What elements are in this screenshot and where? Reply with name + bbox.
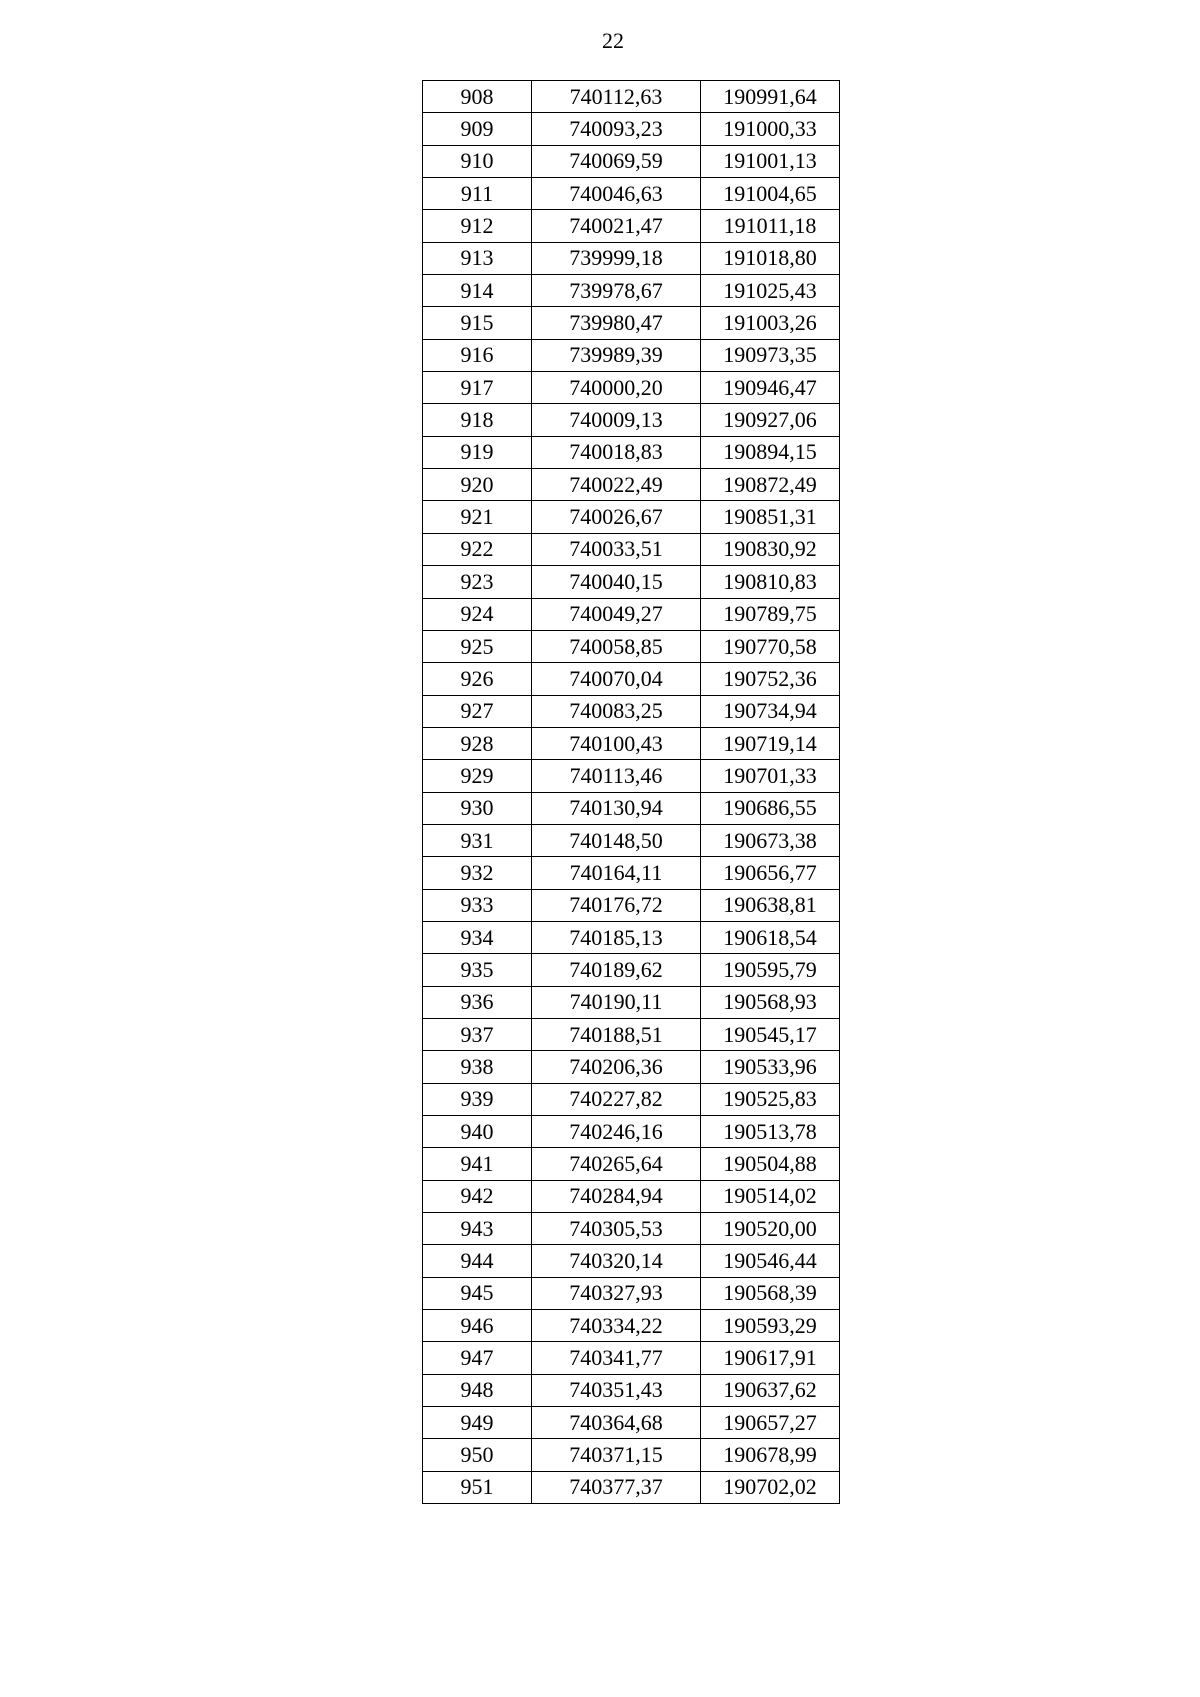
x-coordinate-cell: 740018,83: [532, 436, 701, 468]
table-row: [423, 1116, 840, 1148]
x-coordinate-cell: 740334,22: [532, 1310, 701, 1342]
point-number-cell: 908: [423, 81, 532, 113]
x-coordinate-cell: 740206,36: [532, 1051, 701, 1083]
table-row: [423, 178, 840, 210]
x-coordinate-cell: 740009,13: [532, 404, 701, 436]
x-coordinate-cell: 740371,15: [532, 1439, 701, 1471]
x-coordinate-cell: 740000,20: [532, 372, 701, 404]
table-row: [423, 307, 840, 339]
y-coordinate-cell: 191003,26: [701, 307, 840, 339]
table-row: [423, 1310, 840, 1342]
table-row: [423, 1213, 840, 1245]
table-row: [423, 824, 840, 856]
x-coordinate-cell: 740069,59: [532, 145, 701, 177]
y-coordinate-cell: 190894,15: [701, 436, 840, 468]
table-row: [423, 242, 840, 274]
x-coordinate-cell: 739999,18: [532, 242, 701, 274]
point-number-cell: 943: [423, 1213, 532, 1245]
x-coordinate-cell: 740058,85: [532, 630, 701, 662]
x-coordinate-cell: 740112,63: [532, 81, 701, 113]
x-coordinate-cell: 740033,51: [532, 533, 701, 565]
point-number-cell: 915: [423, 307, 532, 339]
table-row: [423, 1471, 840, 1503]
point-number-cell: 935: [423, 954, 532, 986]
y-coordinate-cell: 190546,44: [701, 1245, 840, 1277]
x-coordinate-cell: 740190,11: [532, 986, 701, 1018]
table-row: [423, 695, 840, 727]
table-row: [423, 792, 840, 824]
point-number-cell: 931: [423, 824, 532, 856]
point-number-cell: 937: [423, 1018, 532, 1050]
table-row: [423, 986, 840, 1018]
x-coordinate-cell: 740093,23: [532, 113, 701, 145]
x-coordinate-cell: 740130,94: [532, 792, 701, 824]
y-coordinate-cell: 190617,91: [701, 1342, 840, 1374]
y-coordinate-cell: 190719,14: [701, 727, 840, 759]
point-number-cell: 912: [423, 210, 532, 242]
point-number-cell: 920: [423, 469, 532, 501]
y-coordinate-cell: 190593,29: [701, 1310, 840, 1342]
x-coordinate-cell: 740049,27: [532, 598, 701, 630]
table-row: [423, 1342, 840, 1374]
y-coordinate-cell: 190533,96: [701, 1051, 840, 1083]
x-coordinate-cell: 740148,50: [532, 824, 701, 856]
x-coordinate-cell: 740022,49: [532, 469, 701, 501]
table-row: [423, 145, 840, 177]
point-number-cell: 929: [423, 760, 532, 792]
table-row: [423, 1407, 840, 1439]
point-number-cell: 942: [423, 1180, 532, 1212]
table-row: [423, 113, 840, 145]
table-row: [423, 598, 840, 630]
point-number-cell: 938: [423, 1051, 532, 1083]
point-number-cell: 933: [423, 889, 532, 921]
x-coordinate-cell: 739978,67: [532, 275, 701, 307]
y-coordinate-cell: 190734,94: [701, 695, 840, 727]
table-row: [423, 1051, 840, 1083]
y-coordinate-cell: 190991,64: [701, 81, 840, 113]
x-coordinate-cell: 740026,67: [532, 501, 701, 533]
y-coordinate-cell: 190789,75: [701, 598, 840, 630]
y-coordinate-cell: 191000,33: [701, 113, 840, 145]
y-coordinate-cell: 190701,33: [701, 760, 840, 792]
point-number-cell: 914: [423, 275, 532, 307]
x-coordinate-cell: 740040,15: [532, 566, 701, 598]
x-coordinate-cell: 740305,53: [532, 1213, 701, 1245]
table-row: [423, 1277, 840, 1309]
x-coordinate-cell: 740351,43: [532, 1374, 701, 1406]
x-coordinate-cell: 740188,51: [532, 1018, 701, 1050]
point-number-cell: 939: [423, 1083, 532, 1115]
table-row: [423, 566, 840, 598]
y-coordinate-cell: 190702,02: [701, 1471, 840, 1503]
point-number-cell: 941: [423, 1148, 532, 1180]
x-coordinate-cell: 740070,04: [532, 663, 701, 695]
x-coordinate-cell: 740246,16: [532, 1116, 701, 1148]
x-coordinate-cell: 740320,14: [532, 1245, 701, 1277]
table-row: [423, 921, 840, 953]
point-number-cell: 951: [423, 1471, 532, 1503]
y-coordinate-cell: 190656,77: [701, 857, 840, 889]
point-number-cell: 949: [423, 1407, 532, 1439]
point-number-cell: 917: [423, 372, 532, 404]
point-number-cell: 916: [423, 339, 532, 371]
table-row: [423, 339, 840, 371]
y-coordinate-cell: 191011,18: [701, 210, 840, 242]
table-row: [423, 630, 840, 662]
x-coordinate-cell: 740189,62: [532, 954, 701, 986]
point-number-cell: 911: [423, 178, 532, 210]
point-number-cell: 919: [423, 436, 532, 468]
table-row: [423, 275, 840, 307]
point-number-cell: 934: [423, 921, 532, 953]
x-coordinate-cell: 739989,39: [532, 339, 701, 371]
table-row: [423, 1374, 840, 1406]
x-coordinate-cell: 740341,77: [532, 1342, 701, 1374]
point-number-cell: 913: [423, 242, 532, 274]
point-number-cell: 946: [423, 1310, 532, 1342]
y-coordinate-cell: 190678,99: [701, 1439, 840, 1471]
point-number-cell: 924: [423, 598, 532, 630]
y-coordinate-cell: 190545,17: [701, 1018, 840, 1050]
x-coordinate-cell: 740083,25: [532, 695, 701, 727]
point-number-cell: 909: [423, 113, 532, 145]
point-number-cell: 944: [423, 1245, 532, 1277]
y-coordinate-cell: 190657,27: [701, 1407, 840, 1439]
point-number-cell: 940: [423, 1116, 532, 1148]
point-number-cell: 928: [423, 727, 532, 759]
y-coordinate-cell: 190686,55: [701, 792, 840, 824]
point-number-cell: 922: [423, 533, 532, 565]
y-coordinate-cell: 190637,62: [701, 1374, 840, 1406]
table-row: [423, 501, 840, 533]
point-number-cell: 947: [423, 1342, 532, 1374]
x-coordinate-cell: 740185,13: [532, 921, 701, 953]
table-row: [423, 1245, 840, 1277]
y-coordinate-cell: 190673,38: [701, 824, 840, 856]
y-coordinate-cell: 190595,79: [701, 954, 840, 986]
point-number-cell: 950: [423, 1439, 532, 1471]
y-coordinate-cell: 190568,39: [701, 1277, 840, 1309]
y-coordinate-cell: 190618,54: [701, 921, 840, 953]
y-coordinate-cell: 190810,83: [701, 566, 840, 598]
table-row: [423, 1018, 840, 1050]
table-row: [423, 404, 840, 436]
y-coordinate-cell: 190973,35: [701, 339, 840, 371]
x-coordinate-cell: 740021,47: [532, 210, 701, 242]
table-row: [423, 210, 840, 242]
x-coordinate-cell: 740176,72: [532, 889, 701, 921]
table-row: [423, 663, 840, 695]
y-coordinate-cell: 190568,93: [701, 986, 840, 1018]
y-coordinate-cell: 190513,78: [701, 1116, 840, 1148]
y-coordinate-cell: 190927,06: [701, 404, 840, 436]
x-coordinate-cell: 740284,94: [532, 1180, 701, 1212]
x-coordinate-cell: 740377,37: [532, 1471, 701, 1503]
table-row: [423, 372, 840, 404]
y-coordinate-cell: 190514,02: [701, 1180, 840, 1212]
page-number: 22: [602, 28, 624, 53]
y-coordinate-cell: 190946,47: [701, 372, 840, 404]
table-row: [423, 533, 840, 565]
point-number-cell: 923: [423, 566, 532, 598]
point-number-cell: 921: [423, 501, 532, 533]
x-coordinate-cell: 740046,63: [532, 178, 701, 210]
x-coordinate-cell: 740265,64: [532, 1148, 701, 1180]
x-coordinate-cell: 740164,11: [532, 857, 701, 889]
coordinates-table-body: [423, 81, 840, 1504]
x-coordinate-cell: 740113,46: [532, 760, 701, 792]
table-row: [423, 1439, 840, 1471]
y-coordinate-cell: 190872,49: [701, 469, 840, 501]
y-coordinate-cell: 190638,81: [701, 889, 840, 921]
table-row: [423, 1180, 840, 1212]
x-coordinate-cell: 740227,82: [532, 1083, 701, 1115]
y-coordinate-cell: 190770,58: [701, 630, 840, 662]
y-coordinate-cell: 191001,13: [701, 145, 840, 177]
table-row: [423, 857, 840, 889]
table-row: [423, 1148, 840, 1180]
point-number-cell: 925: [423, 630, 532, 662]
table-row: [423, 1083, 840, 1115]
y-coordinate-cell: 190830,92: [701, 533, 840, 565]
table-row: [423, 81, 840, 113]
y-coordinate-cell: 190520,00: [701, 1213, 840, 1245]
point-number-cell: 926: [423, 663, 532, 695]
point-number-cell: 932: [423, 857, 532, 889]
x-coordinate-cell: 740100,43: [532, 727, 701, 759]
table-row: [423, 954, 840, 986]
table-row: [423, 727, 840, 759]
x-coordinate-cell: 739980,47: [532, 307, 701, 339]
y-coordinate-cell: 190851,31: [701, 501, 840, 533]
table-row: [423, 436, 840, 468]
table-row: [423, 760, 840, 792]
point-number-cell: 945: [423, 1277, 532, 1309]
y-coordinate-cell: 190752,36: [701, 663, 840, 695]
y-coordinate-cell: 191025,43: [701, 275, 840, 307]
x-coordinate-cell: 740327,93: [532, 1277, 701, 1309]
point-number-cell: 936: [423, 986, 532, 1018]
coordinates-table: [422, 80, 840, 1504]
point-number-cell: 918: [423, 404, 532, 436]
y-coordinate-cell: 191004,65: [701, 178, 840, 210]
y-coordinate-cell: 190525,83: [701, 1083, 840, 1115]
point-number-cell: 930: [423, 792, 532, 824]
point-number-cell: 927: [423, 695, 532, 727]
x-coordinate-cell: 740364,68: [532, 1407, 701, 1439]
table-row: [423, 469, 840, 501]
y-coordinate-cell: 190504,88: [701, 1148, 840, 1180]
point-number-cell: 910: [423, 145, 532, 177]
point-number-cell: 948: [423, 1374, 532, 1406]
y-coordinate-cell: 191018,80: [701, 242, 840, 274]
table-row: [423, 889, 840, 921]
